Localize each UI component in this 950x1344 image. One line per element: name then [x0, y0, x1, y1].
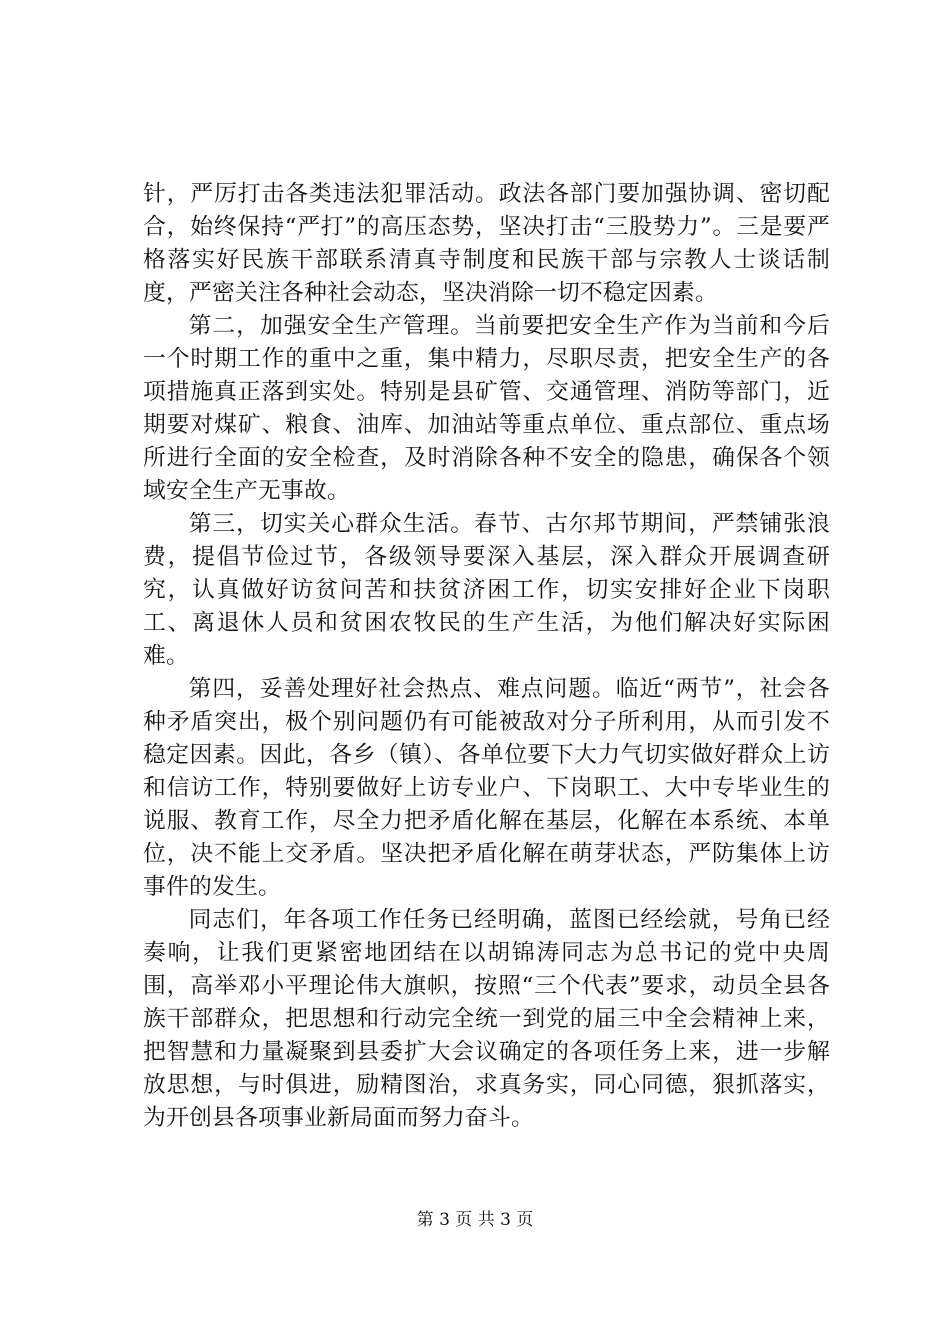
document-body — [143, 178, 830, 1135]
paragraph-4: 第四，妥善处理好社会热点、难点问题。临近“两节”，社会各种矛盾突出，极个别问题仍有可能被敌对分子所利用，从而引发不稳定因素。因此，各乡（镇）、各单位要下大力气切实做好群众上访和信访工作，特别要做好上访专业户、下岗职工、大中专毕业生的说服、教育工作，尽全力把矛盾化解在基层，化解在本系统、本单位，决不能上交矛盾。坚决把矛盾化解在萌芽状态，严防集体上访事件的发生。 — [143, 676, 830, 900]
paragraph-3: 第三，切实关心群众生活。春节、古尔邦节期间，严禁铺张浪费，提倡节俭过节，各级领导要深入基层，深入群众开展调查研究，认真做好访贫问苦和扶贫济困工作，切实安排好企业下岗职工、离退休人员和贫困农牧民的生产生活，为他们解决好实际困难。 — [143, 511, 830, 669]
page-number-footer: 第 3 页 共 3 页 — [416, 1210, 534, 1230]
paragraph-1: 针，严厉打击各类违法犯罪活动。政法各部门要加强协调、密切配合，始终保持“严打”的高压态势，坚决打击“三股势力”。三是要严格落实好民族干部联系清真寺制度和民族干部与宗教人士谈话制度，严密关注各种社会动态，坚决消除一切不稳定因素。 — [143, 181, 830, 306]
paragraph-2: 第二，加强安全生产管理。当前要把安全生产作为当前和今后一个时期工作的重中之重，集中精力，尽职尽责，把安全生产的各项措施真正落到实处。特别是县矿管、交通管理、消防等部门，近期要对煤矿、粮食、油库、加油站等重点单位、重点部位、重点场所进行全面的安全检查，及时消除各种不安全的隐患，确保各个领域安全生产无事故。 — [143, 313, 830, 504]
paragraph-5: 同志们，年各项工作任务已经明确，蓝图已经绘就，号角已经奏响，让我们更紧密地团结在以胡锦涛同志为总书记的党中央周围，高举邓小平理论伟大旗帜，按照“三个代表”要求，动员全县各族干部群众，把思想和行动完全统一到党的届三中全会精神上来，把智慧和力量凝聚到县委扩大会议确定的各项任务上来，进一步解放思想，与时俱进，励精图治，求真务实，同心同德，狠抓落实，为开创县各项事业新局面而努力奋斗。 — [143, 907, 830, 1131]
